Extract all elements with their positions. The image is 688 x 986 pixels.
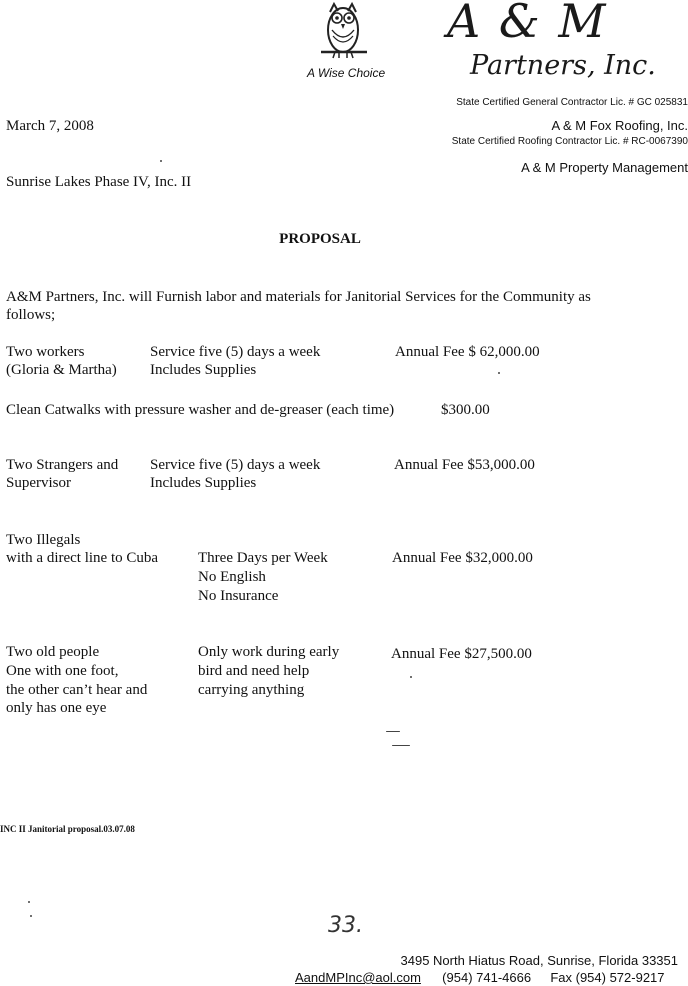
terms-line: Service five (5) days a week [150, 344, 321, 360]
tagline: A Wise Choice [307, 66, 386, 80]
company-name-script: Partners, Inc. [470, 50, 656, 81]
annual-fee: Annual Fee $32,000.00 [392, 550, 533, 566]
terms-line: Only work during early [198, 644, 340, 660]
crew-line: (Gloria & Martha) [6, 362, 117, 378]
recipient: Sunrise Lakes Phase IV, Inc. II [6, 174, 192, 190]
crew-line: One with one foot, [6, 663, 119, 679]
owl-logo-icon [315, 0, 371, 64]
intro-line-2: follows; [6, 307, 56, 323]
fox-roofing-name: A & M Fox Roofing, Inc. [551, 118, 688, 133]
letter-date: March 7, 2008 [6, 118, 94, 134]
annual-fee: Annual Fee $53,000.00 [394, 457, 535, 473]
annual-fee: Annual Fee $ 62,000.00 [395, 344, 540, 360]
catwalk-price: $300.00 [441, 402, 490, 418]
crew-line: Two Strangers and [6, 457, 119, 473]
terms-line: bird and need help [198, 663, 310, 679]
property-management-name: A & M Property Management [521, 160, 688, 175]
footer-contact [295, 970, 665, 985]
crew-line: Two Illegals [6, 532, 81, 548]
scan-speck [30, 915, 32, 917]
footer-email[interactable]: AandMPInc@aol.com [295, 970, 421, 985]
scan-speck [386, 731, 400, 732]
footer-fax: Fax (954) 572-9217 [550, 970, 665, 985]
page-title: PROPOSAL [279, 231, 361, 247]
crew-line: Two workers [6, 344, 85, 360]
intro-line-1: A&M Partners, Inc. will Furnish labor and materials for Janitorial Services for the Community as [6, 289, 591, 305]
crew-line: Two old people [6, 644, 100, 660]
file-reference: INC II Janitorial proposal.03.07.08 [0, 824, 135, 834]
terms-line: Includes Supplies [150, 362, 257, 378]
footer-address: 3495 North Hiatus Road, Sunrise, Florida 33351 [400, 953, 678, 968]
crew-line: the other can’t hear and [6, 682, 148, 698]
annual-fee: Annual Fee $27,500.00 [391, 646, 532, 662]
page-number: 33. [328, 913, 363, 938]
terms-line: No Insurance [198, 588, 279, 604]
scan-speck [498, 372, 500, 374]
scan-speck [28, 901, 30, 903]
terms-line: Includes Supplies [150, 475, 257, 491]
terms-line: carrying anything [198, 682, 305, 698]
catwalk-description: Clean Catwalks with pressure washer and de-greaser (each time) [6, 402, 395, 418]
crew-line: Supervisor [6, 475, 71, 491]
terms-line: No English [198, 569, 266, 585]
scan-speck [160, 160, 162, 162]
terms-line: Three Days per Week [198, 550, 328, 566]
license-roofing: State Certified Roofing Contractor Lic. # RC-0067390 [451, 136, 688, 147]
crew-line: only has one eye [6, 700, 107, 716]
scan-speck [410, 676, 412, 678]
company-monogram: A & M [447, 0, 608, 48]
license-general-contractor: State Certified General Contractor Lic. # GC 025831 [456, 97, 688, 108]
crew-line: with a direct line to Cuba [6, 550, 159, 566]
scan-speck [392, 745, 410, 746]
terms-line: Service five (5) days a week [150, 457, 321, 473]
footer-phone: (954) 741-4666 [442, 970, 532, 985]
